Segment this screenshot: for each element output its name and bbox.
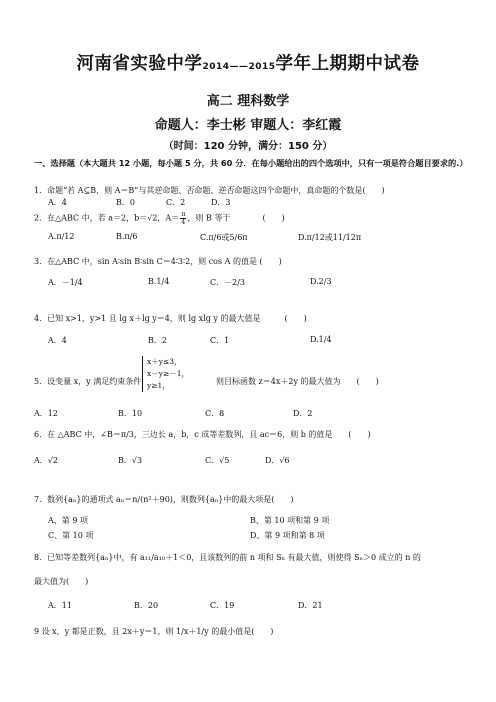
q7-option-a: A、第 9 项 — [48, 516, 88, 525]
q2-option-b: B.π/6 — [116, 232, 138, 241]
q5-option-d: D．2 — [293, 409, 313, 418]
q3-option-d: D.2/3 — [310, 277, 332, 286]
question-2-stem — [34, 211, 285, 226]
q5-option-c: C．8 — [205, 409, 225, 418]
q1-option-a: A．4 — [48, 198, 67, 207]
question-5-stem-a: 5．设变量 x，y 满足约束条件 — [34, 377, 142, 386]
question-7-stem: 7．数列{aₙ}的通项式 aₙ＝n/(n²＋90)，则数列{aₙ}中的最大项是( ) — [34, 495, 294, 504]
q5-constraint-system — [142, 356, 189, 392]
q2-option-c: C.π/6或5/6π — [200, 233, 248, 242]
q8-option-b: B．20 — [134, 601, 159, 610]
term-label: 学年上期期中试卷 — [275, 54, 420, 74]
school-years: 2014——2015 — [202, 62, 276, 72]
q4-option-c: C．1 — [210, 336, 230, 345]
q1-option-b: B．0 — [116, 198, 135, 207]
q5-constraint-3: y≥1， — [147, 381, 170, 390]
q7-option-d: D、第 9 项和第 8 项 — [250, 531, 325, 540]
question-8-stem-2: 最大值为( ) — [34, 577, 89, 586]
q2-option-a: A.π/12 — [48, 232, 75, 241]
q2-frac-num: π — [181, 210, 186, 218]
q6-option-b: B．√3 — [118, 456, 143, 465]
q2-stem-part-a: 2．在△ABC 中，若 a＝2，b＝√2，A＝ — [34, 213, 180, 223]
q4-option-d: D.1/4 — [310, 335, 332, 344]
q5-constraint-2: x－y≥－1， — [147, 369, 190, 378]
question-3-stem: 3．在△ABC 中，sin A∶sin B∶sin C＝4∶3∶2，则 cos A 的值是 ( ) — [34, 257, 282, 266]
q8-option-d: D．21 — [298, 601, 323, 610]
question-1-stem: 1．命题“若 A⊆B，则 A＝B”与其逆命题、否命题、逆否命题这四个命题中，真命题的个数是( ) — [34, 186, 385, 195]
q6-option-a: A．√2 — [34, 456, 58, 465]
question-8-stem: 8．已知等差数列{aₙ}中，有 a₁₁/a₁₀＋1＜0，且该数列的前 n 项和 Sₙ 有最大值，则使得 Sₙ＞0 成立的 n 的 — [34, 553, 421, 562]
exam-subtitle: 高二 理科数学 — [206, 94, 290, 109]
q5-option-b: B．10 — [118, 409, 143, 418]
q6-option-c: C．√5 — [205, 456, 230, 465]
q5-constraint-1: x＋y≤3， — [147, 357, 182, 366]
q7-option-c: C、第 10 项 — [48, 531, 94, 540]
q2-option-d: D.π/12或11/12π — [298, 233, 362, 242]
exam-authors: 命题人：李士彬 审题人：李红霞 — [154, 118, 342, 133]
exam-time-info: （时间：120 分钟，满分：150 分） — [163, 141, 333, 152]
q2-angle-fraction — [180, 211, 186, 226]
q3-option-c: C．－2/3 — [210, 278, 245, 287]
q6-option-d: D．√6 — [265, 456, 290, 465]
q4-option-b: B．2 — [148, 336, 167, 345]
q3-option-a: A．－1/4 — [48, 278, 83, 287]
q2-stem-part-b: ，则 B 等于 ( ) — [187, 213, 285, 223]
q1-option-c: C．2 — [166, 198, 186, 207]
question-5-stem-b: 则目标函数 z＝4x＋2y 的最大值为 ( ) — [216, 377, 379, 386]
question-6-stem: 6．在 △ABC 中，∠B＝π/3，三边长 a，b，c 成等差数列，且 ac＝6，则 b 的值是 ( ) — [34, 430, 371, 439]
exam-title — [0, 50, 496, 75]
q8-option-a: A．11 — [48, 601, 72, 610]
question-9-stem: 9 设 x，y 都是正数，且 2x＋y＝1，则 1/x＋1/y 的最小值是( ) — [34, 627, 274, 636]
q3-option-b: B.1/4 — [148, 277, 170, 286]
school-name: 河南省实验中学 — [76, 54, 203, 74]
section-heading: 一、选择题（本大题共 12 小题，每小题 5 分，共 60 分．在每小题给出的四个选项中，只有一项是符合题目要求的.） — [34, 158, 468, 168]
q1-option-d: D．3 — [211, 198, 231, 207]
q7-option-b: B、第 10 项和第 9 项 — [250, 516, 330, 525]
q4-option-a: A．4 — [48, 336, 67, 345]
q8-option-c: C．19 — [210, 601, 235, 610]
question-4-stem: 4．已知 x>1，y>1 且 lg x＋lg y＝4，则 lg xlg y 的最大值是 ( ) — [34, 314, 307, 323]
q2-frac-den: 4 — [181, 218, 186, 226]
q5-option-a: A．12 — [34, 409, 58, 418]
